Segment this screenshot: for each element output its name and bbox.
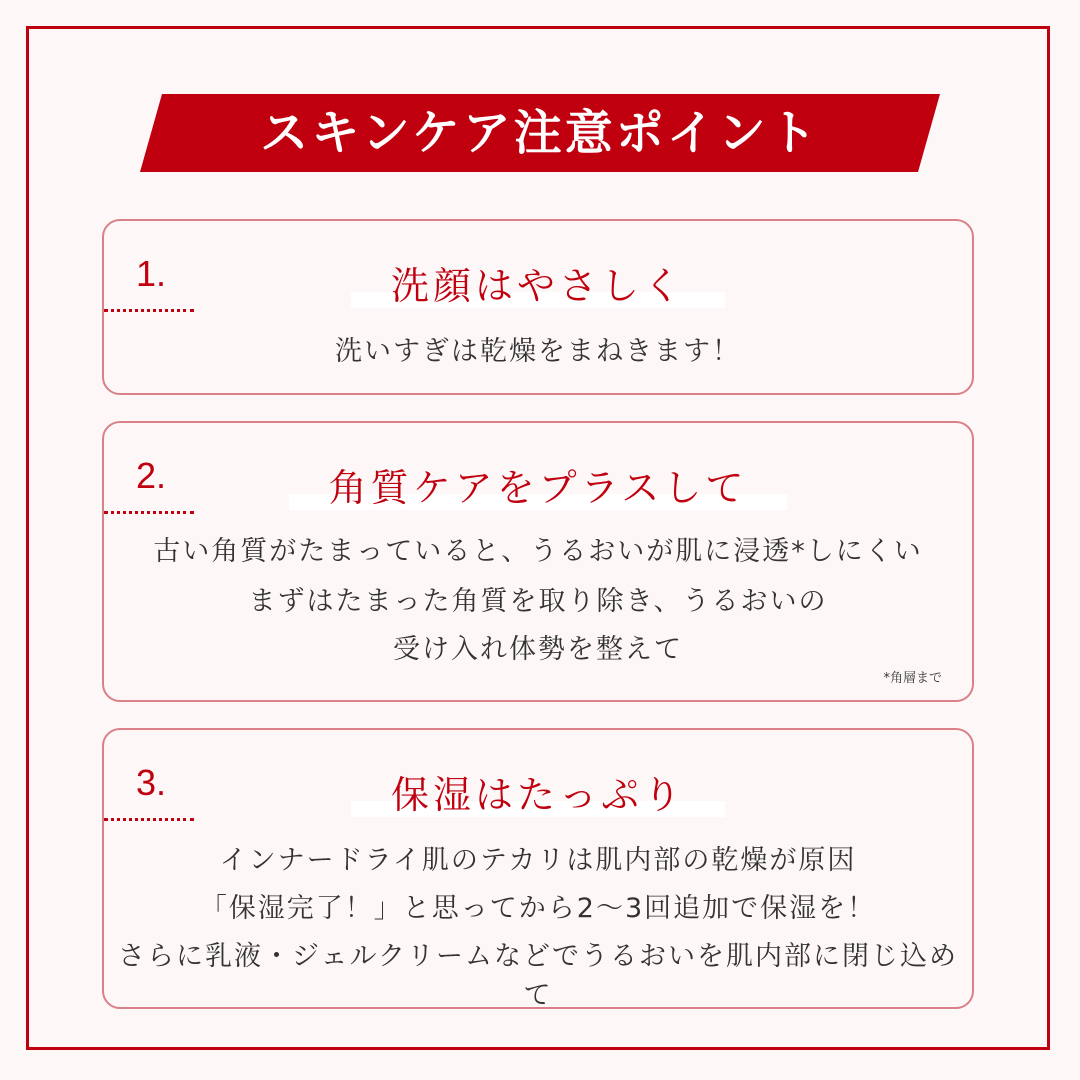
point-heading-text: 角質ケアをプラスして [328, 466, 748, 510]
point-number: 3. [136, 762, 167, 803]
title-banner [140, 94, 940, 172]
point-heading [351, 255, 725, 310]
point-number: 1. [136, 253, 167, 294]
point-heading [289, 457, 788, 512]
point-text-line: 洗いすぎは乾燥をまねきます！ [335, 336, 741, 367]
point-card-2 [102, 421, 974, 702]
point-heading-text: 保湿はたっぷり [390, 773, 685, 817]
footnote: *角層まで [883, 671, 942, 686]
point-text-line: 受け入れ体勢を整えて [393, 634, 683, 665]
point-heading [351, 764, 725, 819]
point-number: 2. [136, 455, 167, 496]
point-text-line: インナードライ肌のテカリは肌内部の乾燥が原因 [219, 845, 857, 876]
point-text-line: 「保湿完了！」と思ってから2〜3回追加で保湿を！ [199, 893, 877, 924]
point-text-line: 古い角質がたまっていると、うるおいが肌に浸透*しにくい [153, 536, 923, 567]
point-text-line: まずはたまった角質を取り除き、うるおいの [248, 586, 828, 617]
page-title: スキンケア注意ポイント [260, 105, 820, 161]
point-text-line: さらに乳液・ジェルクリームなどでうるおいを肌内部に閉じ込めて [118, 941, 958, 1011]
point-card-3 [102, 728, 974, 1009]
point-heading-text: 洗顔はやさしく [390, 264, 685, 308]
point-card-1 [102, 219, 974, 395]
